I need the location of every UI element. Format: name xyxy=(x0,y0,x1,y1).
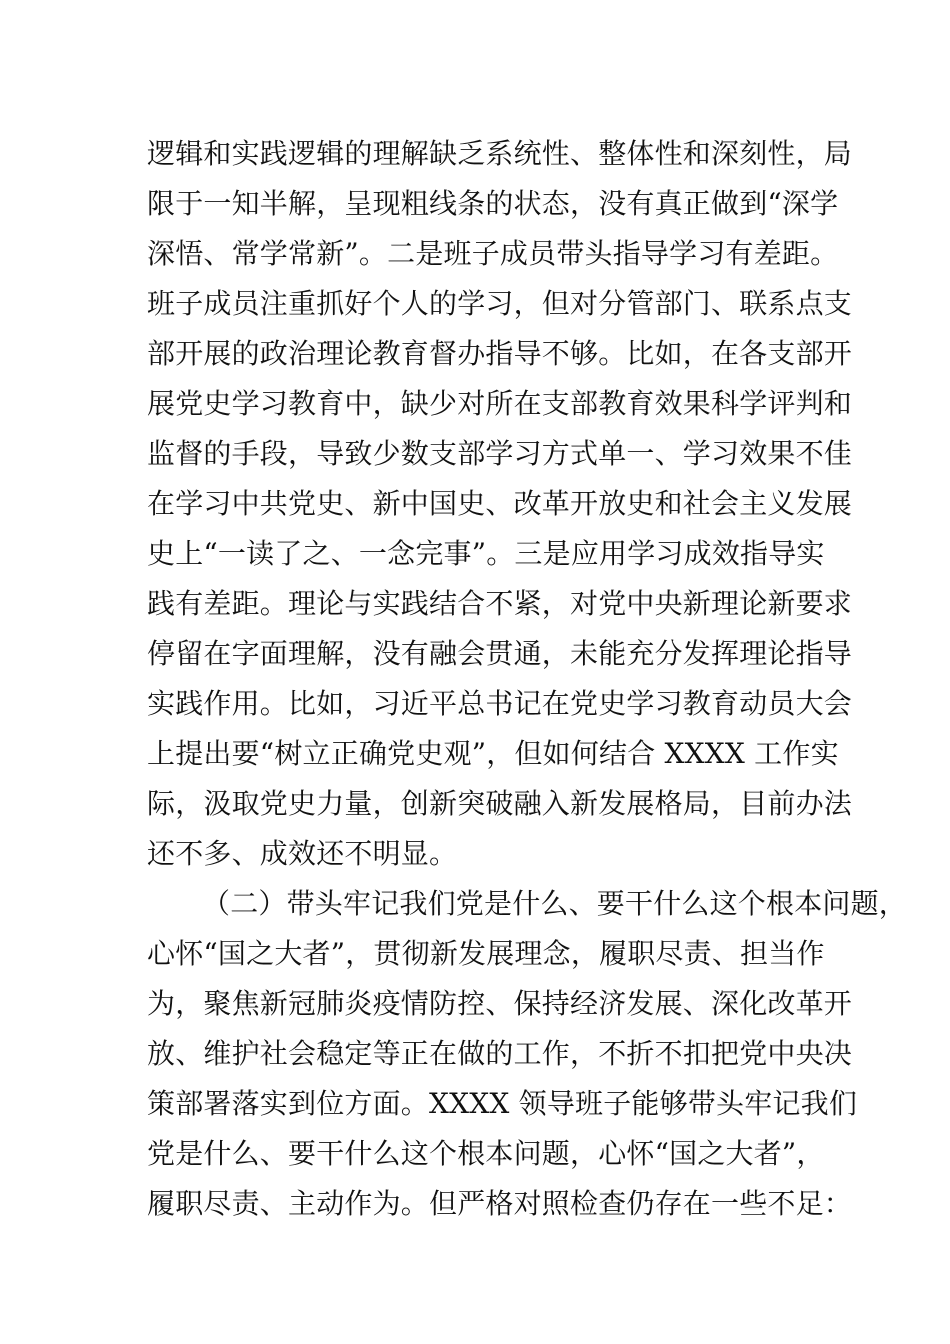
body-text-line: 心怀“国之大者”，贯彻新发展理念，履职尽责、担当作 xyxy=(147,937,825,970)
body-text-line: 逻辑和实践逻辑的理解缺乏系统性、整体性和深刻性，局 xyxy=(147,137,853,170)
body-text-line: 在学习中共党史、新中国史、改革开放史和社会主义发展 xyxy=(147,487,853,520)
body-text-line: 还不多、成效还不明显。 xyxy=(147,837,458,870)
body-text-line: 党是什么、要干什么这个根本问题，心怀“国之大者”， xyxy=(147,1137,825,1170)
body-text-line: 实践作用。比如，习近平总书记在党史学习教育动员大会 xyxy=(147,687,853,720)
body-text-line: 限于一知半解，呈现粗线条的状态，没有真正做到“深学 xyxy=(147,187,839,220)
body-text-line: 展党史学习教育中，缺少对所在支部教育效果科学评判和 xyxy=(147,387,853,420)
body-text-line: 停留在字面理解，没有融会贯通，未能充分发挥理论指导 xyxy=(147,637,853,670)
body-text-line: 班子成员注重抓好个人的学习，但对分管部门、联系点支 xyxy=(147,287,853,320)
body-text-line: 策部署落实到位方面。XXXX 领导班子能够带头牢记我们 xyxy=(147,1087,858,1120)
body-text-line: 部开展的政治理论教育督办指导不够。比如，在各支部开 xyxy=(147,337,853,370)
body-text-line: 践有差距。理论与实践结合不紧，对党中央新理论新要求 xyxy=(147,587,853,620)
section-heading-line: （二）带头牢记我们党是什么、要干什么这个根本问题， xyxy=(202,887,908,920)
body-text-line: 上提出要“树立正确党史观”，但如何结合 XXXX 工作实 xyxy=(147,737,839,770)
body-text-line: 履职尽责、主动作为。但严格对照检查仍存在一些不足： xyxy=(147,1187,853,1220)
body-text-line: 际，汲取党史力量，创新突破融入新发展格局，目前办法 xyxy=(147,787,853,820)
body-text-line: 为，聚焦新冠肺炎疫情防控、保持经济发展、深化改革开 xyxy=(147,987,853,1020)
body-text-line: 深悟、常学常新”。二是班子成员带头指导学习有差距。 xyxy=(147,237,839,270)
body-text-line: 放、维护社会稳定等正在做的工作，不折不扣把党中央决 xyxy=(147,1037,853,1070)
body-text-line: 史上“一读了之、一念完事”。三是应用学习成效指导实 xyxy=(147,537,825,570)
body-text-line: 监督的手段，导致少数支部学习方式单一、学习效果不佳 xyxy=(147,437,853,470)
